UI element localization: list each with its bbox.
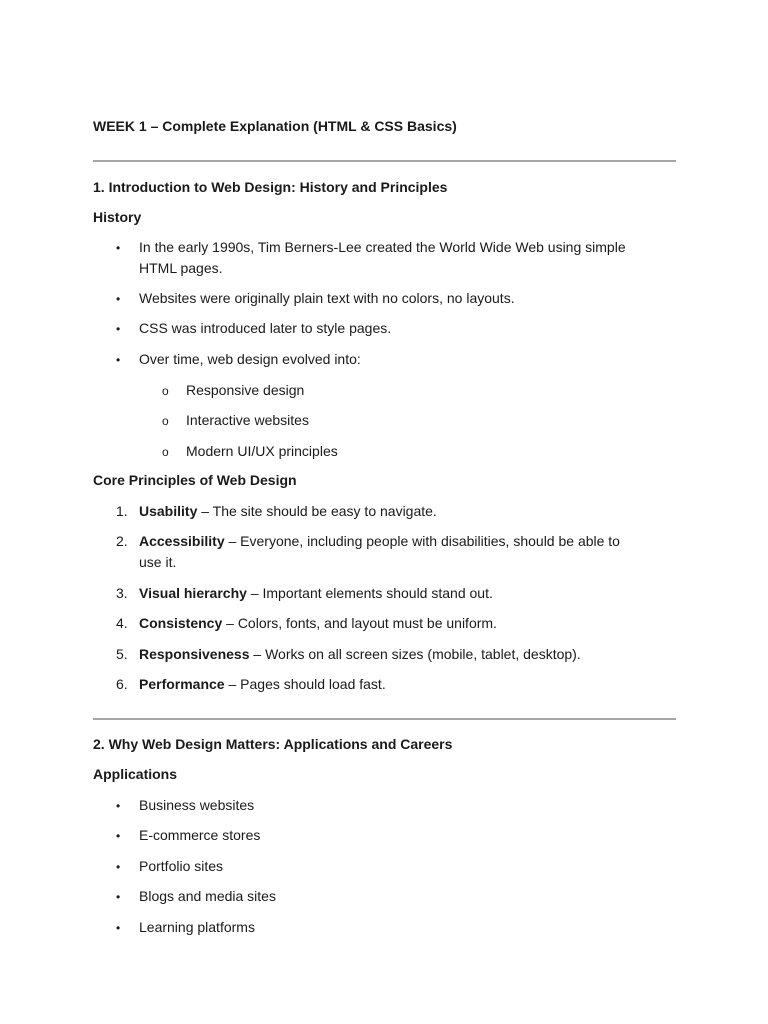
principle-term: Responsiveness [139,646,250,662]
list-number: 4. [116,615,128,631]
principle-description: – Everyone, including people with disabilities, should be able to [224,533,620,549]
numbered-item [139,613,497,633]
subsection-heading: Core Principles of Web Design [93,472,297,488]
subsection-heading: History [93,209,142,225]
circle-bullet-icon: o [162,384,169,398]
section-heading: 2. Why Web Design Matters: Applications and Careers [93,736,453,752]
list-item: Websites were originally plain text with no colors, no layouts. [139,290,515,306]
bullet-icon: • [116,921,121,935]
subsection-heading: Applications [93,766,178,782]
list-item: Blogs and media sites [139,888,276,904]
list-number: 6. [116,676,128,692]
numbered-item [139,531,620,551]
sub-list-item: Modern UI/UX principles [186,443,338,459]
principle-term: Usability [139,503,198,519]
list-item: Portfolio sites [139,858,224,874]
document-title: WEEK 1 – Complete Explanation (HTML & CSS Basics) [93,118,457,134]
list-number: 1. [116,503,128,519]
list-item: E-commerce stores [139,827,261,843]
numbered-item [139,674,386,694]
bullet-icon: • [116,860,121,874]
list-number: 2. [116,533,128,549]
principle-term: Accessibility [139,533,225,549]
numbered-item [139,644,581,664]
bullet-icon: • [116,292,121,306]
circle-bullet-icon: o [162,414,169,428]
principle-description: – Pages should load fast. [224,676,386,692]
divider [93,160,676,162]
principle-term: Performance [139,676,225,692]
circle-bullet-icon: o [162,445,169,459]
bullet-icon: • [116,829,121,843]
list-item: Over time, web design evolved into: [139,351,361,367]
sub-list-item: Interactive websites [186,412,309,428]
principle-description: – Colors, fonts, and layout must be uniform. [222,615,497,631]
list-item: In the early 1990s, Tim Berners-Lee created the World Wide Web using simple [139,239,626,255]
bullet-icon: • [116,890,121,904]
list-item-continuation: HTML pages. [139,260,223,276]
list-number: 3. [116,585,128,601]
numbered-item [139,583,493,603]
principle-description: – Works on all screen sizes (mobile, tablet, desktop). [249,646,581,662]
principle-description: – Important elements should stand out. [246,585,493,601]
list-item: CSS was introduced later to style pages. [139,320,392,336]
principle-term: Visual hierarchy [139,585,247,601]
bullet-icon: • [116,322,121,336]
principle-term: Consistency [139,615,223,631]
bullet-icon: • [116,353,121,367]
sub-list-item: Responsive design [186,382,305,398]
numbered-item-continuation: use it. [139,554,177,570]
section-heading: 1. Introduction to Web Design: History and Principles [93,179,448,195]
numbered-item [139,501,437,521]
list-number: 5. [116,646,128,662]
bullet-icon: • [116,799,121,813]
list-item: Business websites [139,797,255,813]
divider [93,718,676,720]
principle-description: – The site should be easy to navigate. [197,503,437,519]
list-item: Learning platforms [139,919,255,935]
bullet-icon: • [116,241,121,255]
